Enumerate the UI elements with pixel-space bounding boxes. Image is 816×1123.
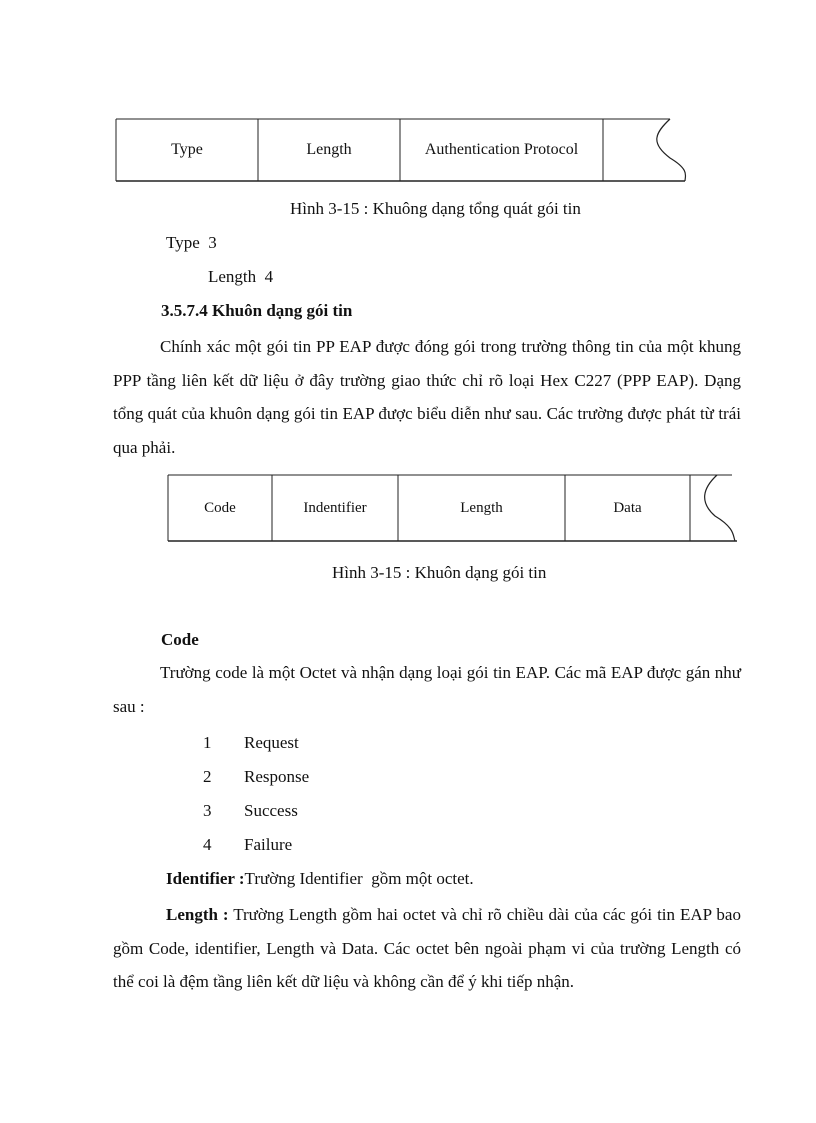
figure1-caption: Hình 3-15 : Khuông dạng tổng quát gói tin [290,199,581,218]
figure2-caption: Hình 3-15 : Khuôn dạng gói tin [332,563,547,582]
length-paragraph [113,898,741,999]
code-paragraph-text: Trường code là một Octet và nhận dạng loại gói tin EAP. Các mã EAP được gán như sau : [113,663,741,716]
identifier-text: Trường Identifier gồm một octet. [244,869,474,888]
length-value: Length 4 [208,267,274,286]
identifier-term: Identifier : [166,869,245,888]
length-term: Length : [166,905,229,924]
field-identifier: Indentifier [303,499,367,516]
code-num: 1 [203,733,212,752]
packet-format-diagram-eap [167,474,747,542]
field-type: Type [171,141,203,158]
code-num: 4 [203,835,212,854]
section-heading: 3.5.7.4 Khuôn dạng gói tin [161,301,353,320]
type-value: Type 3 [166,233,217,252]
code-label: Response [244,767,310,786]
packet-format-diagram-general [115,118,695,182]
code-num: 3 [203,801,212,820]
intro-paragraph-text: Chính xác một gói tin PP EAP được đóng gói trong trường thông tin của một khung PPP tầng liên kết dữ liệu ở đây trường giao thức chỉ rõ loại Hex C227 (PPP EAP). Dạng tổng quát của khuôn dạng gói tin EAP được biểu diễn như sau. Các trường được phát từ trái qua phải. [113,337,741,457]
code-heading: Code [161,630,199,649]
code-label: Request [244,733,299,752]
code-label: Success [244,801,298,820]
field-code: Code [204,499,236,516]
identifier-line [166,869,474,889]
intro-paragraph [113,330,741,464]
code-label: Failure [244,835,293,854]
code-num: 2 [203,767,212,786]
length-text: Trường Length gồm hai octet và chỉ rõ chiều dài của các gói tin EAP bao gồm Code, identifier, Length và Data. Các octet bên ngoài phạm vi của trường Length có thể coi là đệm tầng liên kết dữ liệu và không cần để ý khi tiếp nhận. [113,905,741,991]
field-data: Data [613,499,642,516]
field-length: Length [460,499,503,516]
field-authentication-protocol: Authentication Protocol [424,141,579,158]
field-length: Length [306,141,352,158]
code-paragraph [113,656,741,723]
